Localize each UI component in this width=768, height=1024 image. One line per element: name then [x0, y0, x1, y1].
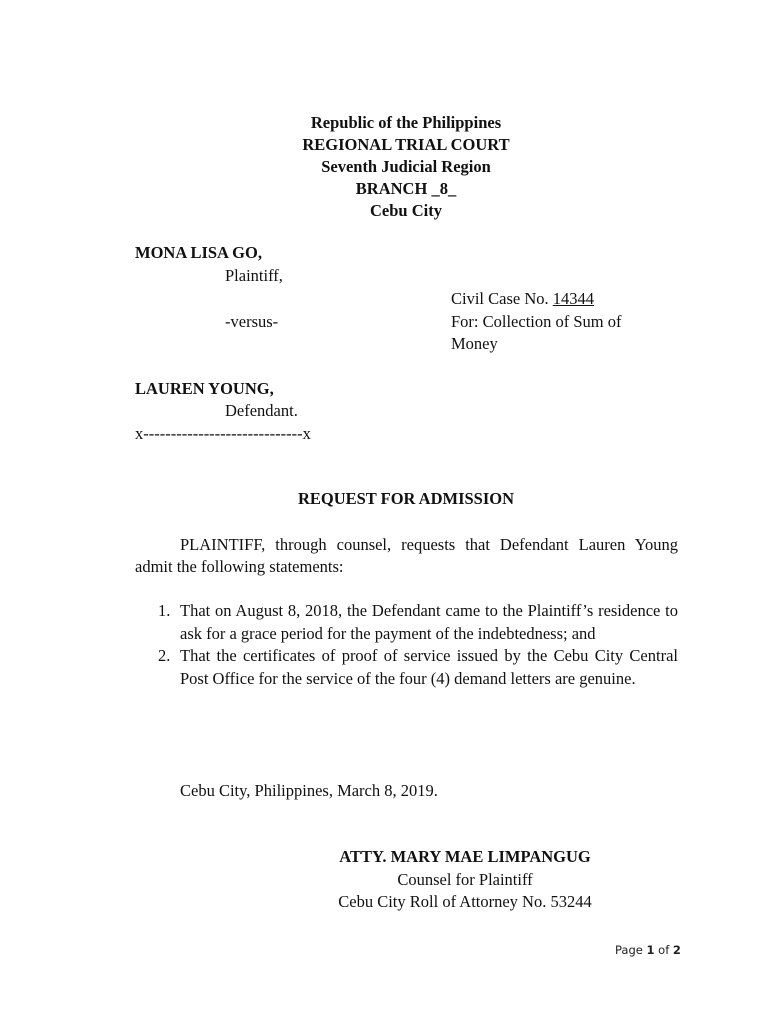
list-item-number: 1. — [158, 601, 171, 620]
page-number — [615, 943, 681, 957]
heading-republic: Republic of the Philippines — [310, 113, 502, 132]
case-nature-line1: For: Collection of Sum of — [451, 312, 622, 331]
signatory-roll-number: Cebu City Roll of Attorney No. 53244 — [338, 892, 592, 912]
versus-label: -versus- — [225, 312, 279, 331]
list-item-text: That the certificates of proof of service issued by the Cebu City Central Post Office for the service of the four (4) demand letters are genuine. — [180, 646, 678, 688]
list-item — [135, 645, 678, 690]
case-number: 14344 — [552, 289, 594, 308]
plaintiff-name: MONA LISA GO, — [135, 243, 262, 262]
list-item — [135, 600, 678, 645]
case-nature-line2: Money — [451, 334, 498, 353]
document-title: REQUEST FOR ADMISSION — [297, 489, 515, 508]
heading-court: REGIONAL TRIAL COURT — [302, 135, 510, 154]
of-label: of — [654, 943, 673, 957]
place-date: Cebu City, Philippines, March 8, 2019. — [180, 781, 438, 800]
total-pages: 2 — [672, 943, 681, 957]
list-item-number: 2. — [158, 646, 171, 666]
case-label: Civil Case No. — [451, 289, 553, 308]
statement-list — [135, 600, 678, 690]
branch-label: BRANCH — [355, 179, 432, 198]
intro-paragraph: PLAINTIFF, through counsel, requests that Defendant Lauren Young admit the following statements: — [135, 535, 678, 576]
caption-separator: x-----------------------------x — [135, 424, 311, 443]
plaintiff-role: Plaintiff, — [225, 266, 283, 285]
case-number-line — [451, 288, 594, 310]
branch-number: _8_ — [431, 179, 457, 198]
defendant-name: LAUREN YOUNG, — [135, 379, 274, 398]
signature-block — [310, 846, 620, 914]
heading-region: Seventh Judicial Region — [321, 157, 491, 176]
signatory-role: Counsel for Plaintiff — [397, 869, 533, 889]
heading-branch — [0, 178, 768, 200]
defendant-role: Defendant. — [225, 401, 298, 420]
court-heading — [0, 112, 768, 222]
heading-city: Cebu City — [370, 201, 442, 220]
signatory-name: ATTY. MARY MAE LIMPANGUG — [339, 847, 591, 866]
page-label: Page — [615, 943, 647, 957]
list-item-text: That on August 8, 2018, the Defendant came to the Plaintiff’s residence to ask for a grace period for the payment of the indebtedness; and — [180, 601, 678, 643]
current-page: 1 — [646, 943, 655, 957]
